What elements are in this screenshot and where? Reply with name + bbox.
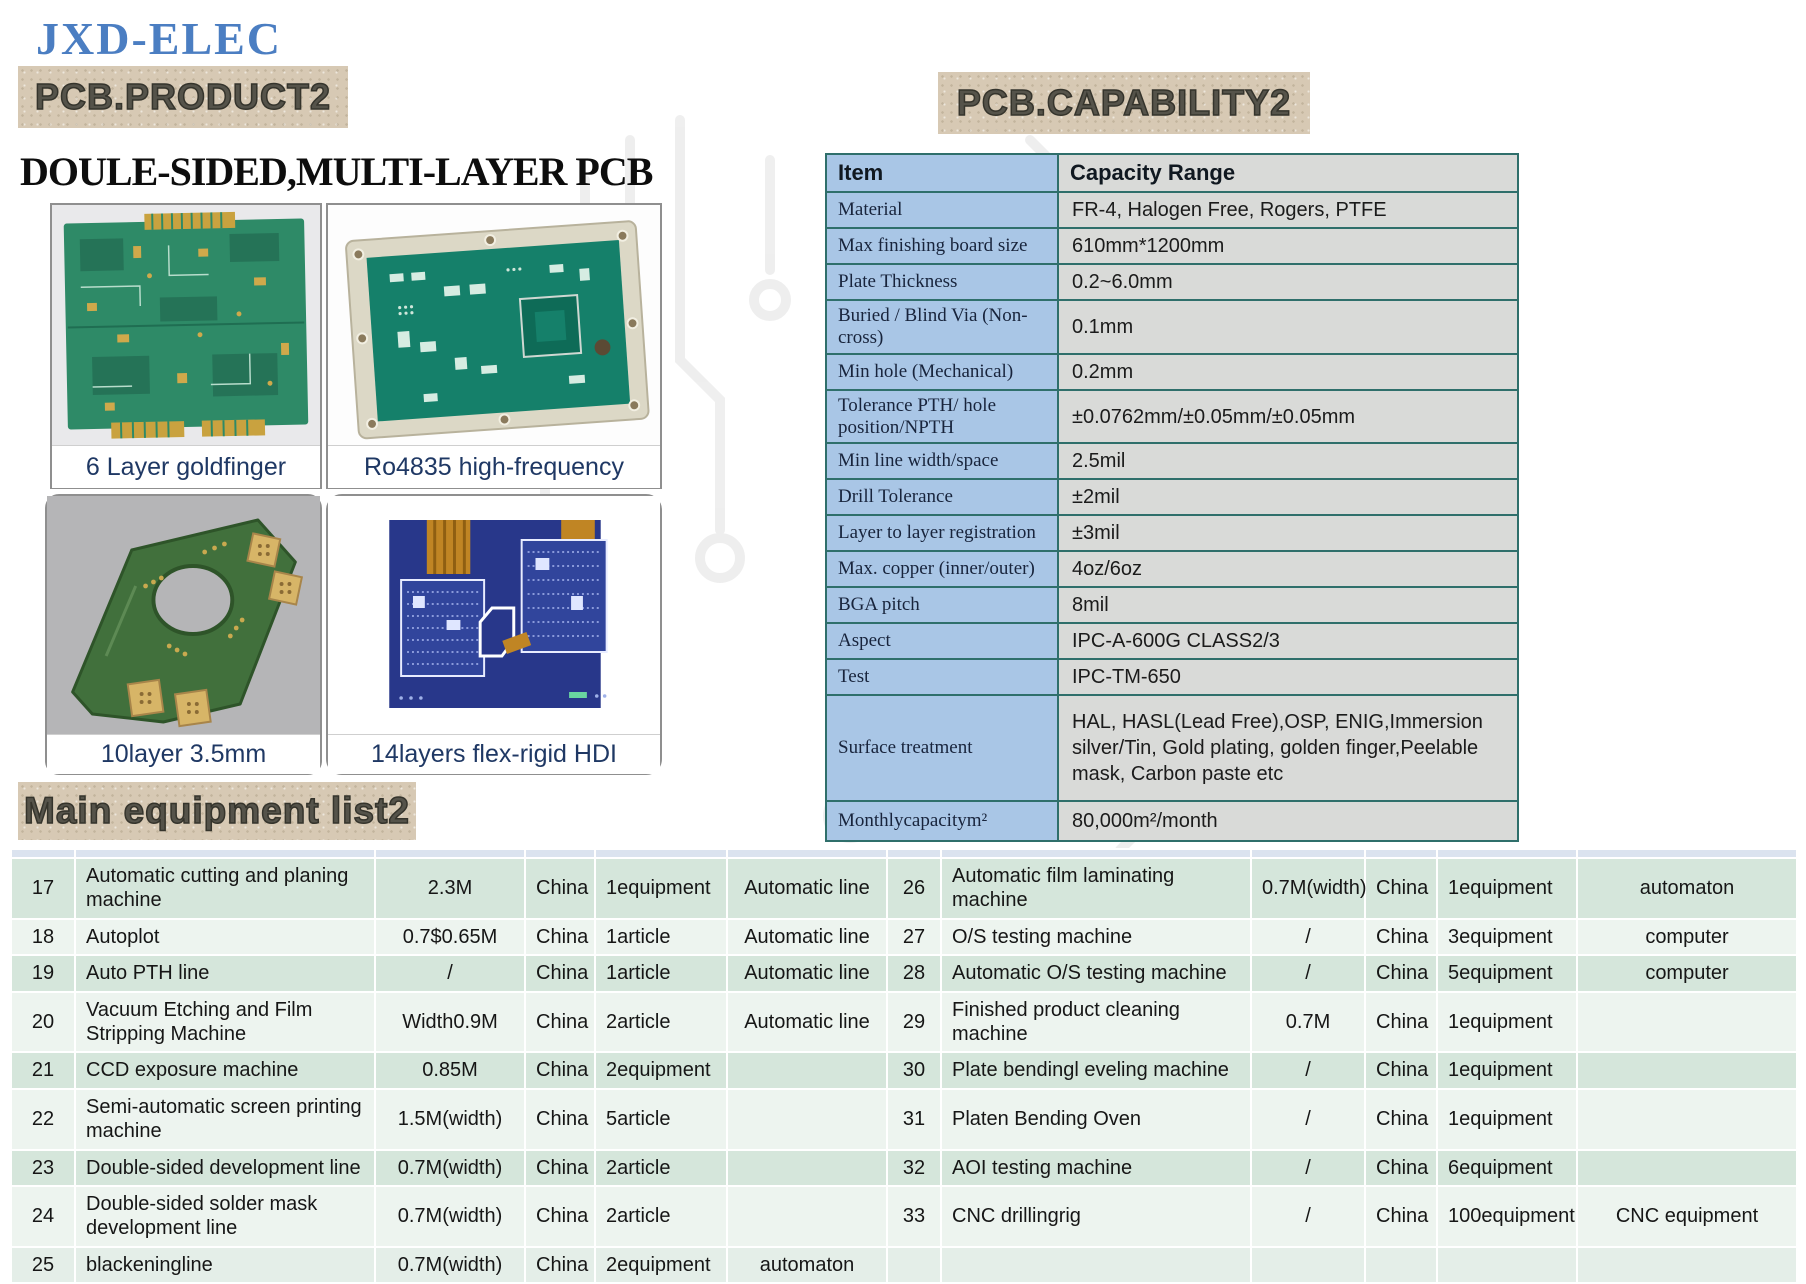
product-caption: 6 Layer goldfinger: [52, 446, 320, 488]
eq-qty: 1equipment: [1437, 992, 1577, 1053]
capability-item: Surface treatment: [826, 695, 1058, 801]
eq-origin: China: [1365, 858, 1437, 919]
eq-qty: 1equipment: [1437, 1052, 1577, 1088]
eq-type: [727, 1186, 887, 1247]
eq-origin: China: [525, 858, 595, 919]
capability-table: [825, 153, 1519, 842]
capability-section-banner: [938, 72, 1310, 134]
pcb-photo-14layers-flex-rigid-hdi: [328, 496, 660, 735]
eq-origin: China: [1365, 992, 1437, 1053]
capability-value: 0.2~6.0mm: [1058, 264, 1518, 300]
eq-qty: 2equipment: [595, 1247, 727, 1283]
capability-header-row: [826, 154, 1518, 192]
eq-spec: /: [1251, 919, 1365, 955]
capability-item: Test: [826, 659, 1058, 695]
capability-row: [826, 801, 1518, 841]
capability-row: [826, 587, 1518, 623]
eq-no: 31: [887, 1089, 941, 1150]
capability-value: IPC-TM-650: [1058, 659, 1518, 695]
capability-item: Min hole (Mechanical): [826, 354, 1058, 390]
eq-qty: 100equipment: [1437, 1186, 1577, 1247]
capability-value: ±3mil: [1058, 515, 1518, 551]
eq-no: 20: [11, 992, 75, 1053]
pcb-photo-10layer-3-5mm: [47, 496, 320, 735]
eq-type: automaton: [727, 1247, 887, 1283]
capability-item: Min line width/space: [826, 443, 1058, 479]
eq-no: 29: [887, 992, 941, 1053]
eq-origin: China: [525, 955, 595, 991]
product-card-10layer: [45, 494, 322, 775]
eq-no: 25: [11, 1247, 75, 1283]
capability-value: 4oz/6oz: [1058, 551, 1518, 587]
eq-origin: [1365, 1247, 1437, 1283]
eq-no: 21: [11, 1052, 75, 1088]
capability-item: BGA pitch: [826, 587, 1058, 623]
eq-qty: 5equipment: [1437, 955, 1577, 991]
eq-qty: 1equipment: [1437, 858, 1577, 919]
eq-name: Double-sided solder mask development line: [75, 1186, 375, 1247]
eq-qty: 5article: [595, 1089, 727, 1150]
eq-type: Automatic line: [727, 955, 887, 991]
eq-spec: /: [1251, 1186, 1365, 1247]
equipment-banner-label: Main equipment list2: [24, 790, 410, 832]
eq-spec: /: [1251, 1150, 1365, 1186]
eq-spec: 0.7M: [1251, 992, 1365, 1053]
eq-no: 26: [887, 858, 941, 919]
eq-type: computer: [1577, 919, 1797, 955]
capability-banner-label: PCB.CAPABILITY2: [957, 82, 1291, 124]
eq-type: [1577, 1089, 1797, 1150]
eq-spec: 0.7$0.65M: [375, 919, 525, 955]
equipment-row: [11, 1089, 1797, 1150]
eq-qty: 1article: [595, 919, 727, 955]
capability-value: 0.1mm: [1058, 300, 1518, 354]
eq-qty: 3equipment: [1437, 919, 1577, 955]
eq-type: [1577, 1150, 1797, 1186]
eq-spec: /: [375, 955, 525, 991]
eq-qty: 1equipment: [595, 858, 727, 919]
capability-row: [826, 192, 1518, 228]
capability-item: Layer to layer registration: [826, 515, 1058, 551]
eq-origin: China: [1365, 955, 1437, 991]
product-banner-label: PCB.PRODUCT2: [35, 76, 331, 118]
equipment-row: [11, 919, 1797, 955]
eq-spec: /: [1251, 1089, 1365, 1150]
equipment-row: [11, 992, 1797, 1053]
equipment-table: [10, 848, 1798, 1284]
eq-name: blackeningline: [75, 1247, 375, 1283]
capability-item: Material: [826, 192, 1058, 228]
capability-row: [826, 264, 1518, 300]
eq-origin: China: [525, 1052, 595, 1088]
eq-spec: 1.5M(width): [375, 1089, 525, 1150]
eq-no: 17: [11, 858, 75, 919]
equipment-row: [11, 1247, 1797, 1283]
capability-item: Max finishing board size: [826, 228, 1058, 264]
eq-spec: /: [1251, 955, 1365, 991]
equipment-table-top-band: [11, 849, 1797, 858]
capability-value: HAL, HASL(Lead Free),OSP, ENIG,Immersion silver/Tin, Gold plating, golden finger,Peelable mask, Carbon paste etc: [1058, 695, 1518, 801]
eq-no: 32: [887, 1150, 941, 1186]
eq-type: [727, 1052, 887, 1088]
eq-no: 24: [11, 1186, 75, 1247]
eq-type: automaton: [1577, 858, 1797, 919]
capability-item: Tolerance PTH/ hole position/NPTH: [826, 390, 1058, 444]
eq-name: Automatic O/S testing machine: [941, 955, 1251, 991]
capability-row: [826, 354, 1518, 390]
eq-spec: 0.7M(width): [375, 1150, 525, 1186]
capability-value: FR-4, Halogen Free, Rogers, PTFE: [1058, 192, 1518, 228]
eq-type: computer: [1577, 955, 1797, 991]
equipment-row: [11, 1186, 1797, 1247]
eq-origin: China: [1365, 1089, 1437, 1150]
eq-type: CNC equipment: [1577, 1186, 1797, 1247]
capability-value: 8mil: [1058, 587, 1518, 623]
capability-value: 2.5mil: [1058, 443, 1518, 479]
eq-spec: 0.85M: [375, 1052, 525, 1088]
eq-name: Automatic cutting and planing machine: [75, 858, 375, 919]
capability-value: IPC-A-600G CLASS2/3: [1058, 623, 1518, 659]
eq-origin: China: [1365, 1150, 1437, 1186]
eq-name: Automatic film laminating machine: [941, 858, 1251, 919]
eq-no: 28: [887, 955, 941, 991]
eq-origin: China: [525, 1247, 595, 1283]
capability-row: [826, 390, 1518, 444]
capability-row: [826, 300, 1518, 354]
capability-value: ±0.0762mm/±0.05mm/±0.05mm: [1058, 390, 1518, 444]
capability-item: Plate Thickness: [826, 264, 1058, 300]
eq-spec: 0.7M(width): [375, 1247, 525, 1283]
capability-row: [826, 479, 1518, 515]
capability-value: 610mm*1200mm: [1058, 228, 1518, 264]
eq-name: Auto PTH line: [75, 955, 375, 991]
capability-item: Buried / Blind Via (Non-cross): [826, 300, 1058, 354]
eq-qty: 2article: [595, 1150, 727, 1186]
eq-spec: /: [1251, 1052, 1365, 1088]
eq-no: 30: [887, 1052, 941, 1088]
capability-row: [826, 623, 1518, 659]
eq-origin: China: [1365, 919, 1437, 955]
eq-origin: China: [525, 1186, 595, 1247]
eq-qty: [1437, 1247, 1577, 1283]
product-card-14layers: [326, 494, 662, 775]
eq-origin: China: [525, 1089, 595, 1150]
eq-type: [1577, 1247, 1797, 1283]
eq-spec: [1251, 1247, 1365, 1283]
eq-origin: China: [525, 1150, 595, 1186]
capability-value: ±2mil: [1058, 479, 1518, 515]
eq-origin: China: [525, 992, 595, 1053]
capability-value: 80,000m²/month: [1058, 801, 1518, 841]
equipment-section-banner: [18, 782, 416, 840]
eq-name: [941, 1247, 1251, 1283]
pcb-photo-6-layer-goldfinger: [52, 205, 320, 446]
eq-spec: 0.7M(width): [1251, 858, 1365, 919]
eq-name: Plate bendingl eveling machine: [941, 1052, 1251, 1088]
capability-header-range: Capacity Range: [1058, 154, 1518, 192]
equipment-row: [11, 1150, 1797, 1186]
product-caption: 10layer 3.5mm: [47, 735, 320, 774]
product-caption: 14layers flex-rigid HDI: [328, 735, 660, 774]
capability-row: [826, 551, 1518, 587]
capability-row: [826, 515, 1518, 551]
eq-name: O/S testing machine: [941, 919, 1251, 955]
eq-type: [1577, 992, 1797, 1053]
eq-origin: China: [525, 919, 595, 955]
eq-origin: China: [1365, 1052, 1437, 1088]
equipment-row: [11, 1052, 1797, 1088]
eq-name: Double-sided development line: [75, 1150, 375, 1186]
eq-origin: China: [1365, 1186, 1437, 1247]
eq-qty: 2article: [595, 1186, 727, 1247]
eq-spec: 0.7M(width): [375, 1186, 525, 1247]
eq-type: [727, 1089, 887, 1150]
eq-qty: 2equipment: [595, 1052, 727, 1088]
equipment-row: [11, 858, 1797, 919]
eq-qty: 2article: [595, 992, 727, 1053]
capability-row: [826, 695, 1518, 801]
capability-item: Max. copper (inner/outer): [826, 551, 1058, 587]
eq-name: Semi-automatic screen printing machine: [75, 1089, 375, 1150]
eq-no: 33: [887, 1186, 941, 1247]
capability-item: Aspect: [826, 623, 1058, 659]
eq-name: Vacuum Etching and Film Stripping Machine: [75, 992, 375, 1053]
capability-row: [826, 659, 1518, 695]
eq-type: Automatic line: [727, 858, 887, 919]
pcb-photo-ro4835-high-frequency: [328, 205, 660, 446]
eq-name: CNC drillingrig: [941, 1186, 1251, 1247]
eq-type: Automatic line: [727, 919, 887, 955]
eq-type: [1577, 1052, 1797, 1088]
capability-row: [826, 228, 1518, 264]
capability-value: 0.2mm: [1058, 354, 1518, 390]
eq-no: [887, 1247, 941, 1283]
eq-no: 18: [11, 919, 75, 955]
eq-name: AOI testing machine: [941, 1150, 1251, 1186]
eq-qty: 1article: [595, 955, 727, 991]
equipment-row: [11, 955, 1797, 991]
eq-no: 19: [11, 955, 75, 991]
eq-no: 27: [887, 919, 941, 955]
capability-row: [826, 443, 1518, 479]
eq-qty: 1equipment: [1437, 1089, 1577, 1150]
eq-spec: Width0.9M: [375, 992, 525, 1053]
eq-name: Finished product cleaning machine: [941, 992, 1251, 1053]
eq-type: [727, 1150, 887, 1186]
capability-header-item: Item: [826, 154, 1058, 192]
product-section-banner: [18, 66, 348, 128]
company-logo: JXD-ELEC: [36, 12, 282, 65]
product-card-ro4835: [326, 203, 662, 489]
product-title: DOULE-SIDED,MULTI-LAYER PCB: [20, 148, 652, 195]
eq-no: 22: [11, 1089, 75, 1150]
product-caption: Ro4835 high-frequency: [328, 446, 660, 488]
eq-name: CCD exposure machine: [75, 1052, 375, 1088]
eq-no: 23: [11, 1150, 75, 1186]
capability-item: Monthlycapacitym²: [826, 801, 1058, 841]
eq-name: Autoplot: [75, 919, 375, 955]
eq-spec: 2.3M: [375, 858, 525, 919]
eq-qty: 6equipment: [1437, 1150, 1577, 1186]
capability-item: Drill Tolerance: [826, 479, 1058, 515]
eq-name: Platen Bending Oven: [941, 1089, 1251, 1150]
eq-type: Automatic line: [727, 992, 887, 1053]
product-card-6-layer: [50, 203, 322, 489]
